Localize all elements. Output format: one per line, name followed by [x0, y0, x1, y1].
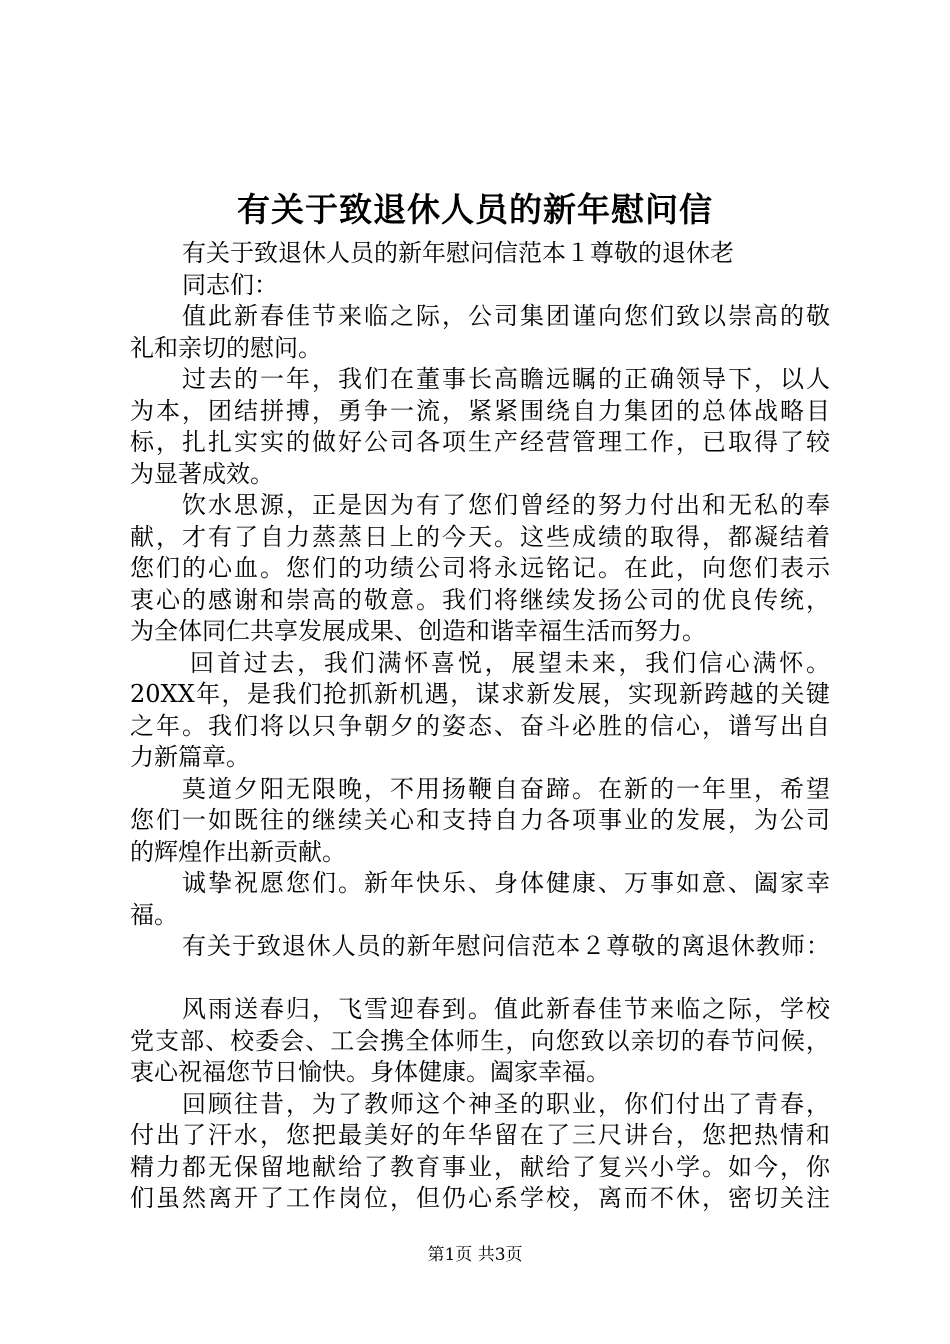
text-line: 为 本 ， 团 结 拼 搏 ， 勇 争 一 流 ， 紧 紧 围 绕 自 力 集 团 的 总 体 战 略 目 [130, 396, 830, 425]
document-body [130, 238, 830, 1215]
text-line: 值 此 新 春 佳 节 来 临 之 际 ， 公 司 集 团 谨 向 您 们 致 以 崇 高 的 敬 [182, 302, 830, 330]
text-line: 们 虽 然 离 开 了 工 作 岗 位 ， 但 仍 心 系 学 校 ， 离 而 不 休 ， 密 切 关 注 [130, 1184, 830, 1212]
text-line: 精 力 都 无 保 留 地 献 给 了 教 育 事 业 ， 献 给 了 复 兴 小 学 。 如 今 ， 你 [130, 1152, 830, 1181]
text-line: 付 出 了 汗 水 ， 您 把 最 美 好 的 年 华 留 在 了 三 尺 讲 台 ， 您 把 热 情 和 [130, 1121, 830, 1149]
text-line: 的辉煌作出新贡献。 [130, 837, 346, 866]
text-line: 力新篇章。 [130, 743, 250, 771]
text-line: 有 关 于 致 退 休 人 员 的 新 年 慰 问 信 范 本 ２ 尊 敬 的 离 退 休 教 师 ： [182, 932, 830, 960]
text-line: 莫 道 夕 阳 无 限 晚 ， 不 用 扬 鞭 自 奋 蹄 。 在 新 的 一 年 里 ， 希 望 [182, 774, 830, 803]
text-line: 您 们 的 心 血 。 您 们 的 功 绩 公 司 将 永 远 铭 记 。 在 此 ， 向 您 们 表 示 [130, 554, 830, 582]
page-footer: 第1页 共3页 [427, 1245, 523, 1265]
text-line: 党 支 部 、 校 委 会 、 工 会 携 全 体 师 生 ， 向 您 致 以 亲 切 的 春 节 问 候 ， [130, 1026, 830, 1055]
text-line: 您 们 一 如 既 往 的 继 续 关 心 和 支 持 自 力 各 项 事 业 的 发 展 ， 为 公 司 [130, 806, 830, 834]
text-line: 过 去 的 一 年 ， 我 们 在 董 事 长 高 瞻 远 瞩 的 正 确 领 导 下 ， 以 人 [182, 365, 830, 393]
blank-line [130, 963, 830, 995]
text-line: 礼和亲切的慰问。 [130, 333, 322, 362]
text-line: 为显著成效。 [130, 459, 274, 488]
text-line: 为全体同仁共享发展成果、创造和谐幸福生活而努力。 [130, 617, 706, 645]
text-line: 有关于致退休人员的新年慰问信范本１尊敬的退休老 [182, 239, 734, 267]
text-line: 饮 水 思 源 ， 正 是 因 为 有 了 您 们 曾 经 的 努 力 付 出 和 无 私 的 奉 [182, 491, 830, 519]
text-line: 衷心祝福您节日愉快。身体健康。阖家幸福。 [130, 1058, 610, 1086]
text-line: 献 ， 才 有 了 自 力 蒸 蒸 日 上 的 今 天 。 这 些 成 绩 的 取 得 ， 都 凝 结 着 [130, 522, 830, 551]
document-title: 有关于致退休人员的新年慰问信 [237, 190, 713, 229]
text-line: 同志们： [182, 270, 278, 299]
text-line: 衷 心 的 感 谢 和 崇 高 的 敬 意 。 我 们 将 继 续 发 扬 公 司 的 优 良 传 统 ， [130, 585, 830, 614]
text-line: 回 首 过 去 ， 我 们 满 怀 喜 悦 ， 展 望 未 来 ， 我 们 信 心 满 怀 。 [190, 648, 830, 677]
text-line: 风 雨 送 春 归 ， 飞 雪 迎 春 到 。 值 此 新 春 佳 节 来 临 之 际 ， 学 校 [182, 995, 830, 1023]
text-line: 诚 挚 祝 愿 您 们 。 新 年 快 乐 、 身 体 健 康 、 万 事 如 意 、 阖 家 幸 [182, 869, 830, 897]
text-line: 之 年 。 我 们 将 以 只 争 朝 夕 的 姿 态 、 奋 斗 必 胜 的 信 心 ， 谱 写 出 自 [130, 711, 830, 740]
text-line: 20XX 年 ， 是 我 们 抢 抓 新 机 遇 ， 谋 求 新 发 展 ， 实 现 新 跨 越 的 关 键 [130, 680, 830, 708]
text-line: 回 顾 往 昔 ， 为 了 教 师 这 个 神 圣 的 职 业 ， 你 们 付 出 了 青 春 ， [182, 1089, 830, 1118]
text-line: 福。 [130, 900, 178, 929]
text-line: 标 ， 扎 扎 实 实 的 做 好 公 司 各 项 生 产 经 营 管 理 工 作 ， 已 取 得 了 较 [130, 428, 830, 456]
